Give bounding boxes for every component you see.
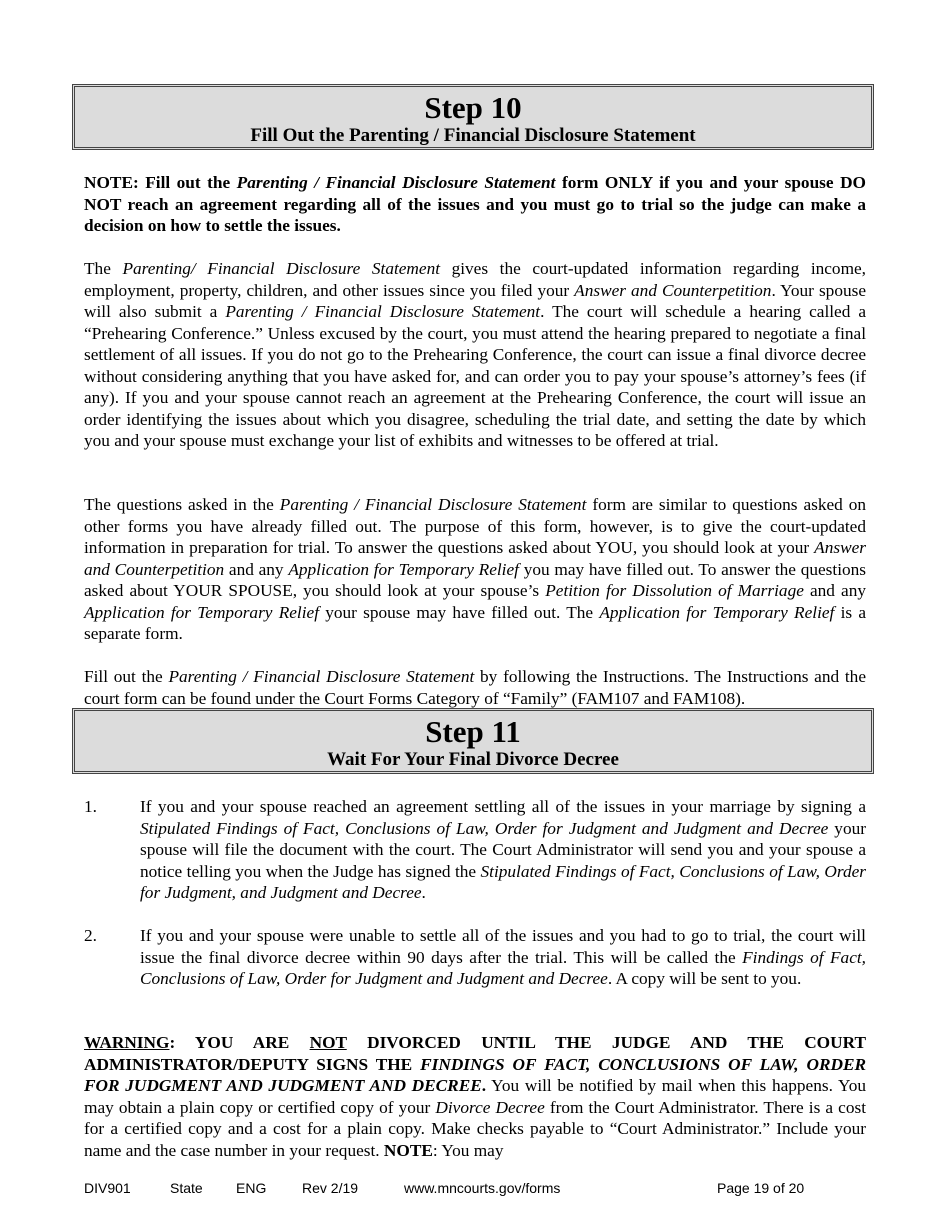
step-10-header [72,84,874,150]
text: You will be notified by mail when this happens. You may obtain a plain copy or certified copy of your [84,1076,866,1117]
form-name: Parenting / Financial Disclosure Statement [225,302,541,321]
note-form-name: Parenting / Financial Disclosure Statement [236,173,556,192]
text: from the Court Administrator. There is a cost for a certified copy and a cost for a plain copy. Make checks payable to “Court Administrator.” Include your name and the case number in your request. [84,1097,867,1160]
step-11-title: Step 11 [425,714,521,749]
text: . [421,883,426,902]
text: . [481,1076,487,1095]
text: your spouse may have filled out. The [319,602,600,622]
warning-paragraph [84,1032,866,1161]
form-name: FINDINGS OF FACT, CONCLUSIONS OF LAW, ORDER FOR JUDGMENT AND JUDGMENT AND DECREE [84,1054,867,1095]
form-name: Parenting / Financial Disclosure Statement [168,667,475,686]
text: . Your spouse will also submit a [84,280,866,321]
page-footer [84,1180,866,1198]
form-name: Answer and Counterpetition [84,538,866,579]
form-name: Parenting / Financial Disclosure Statement [279,495,587,514]
text: The [84,259,123,278]
text: gives the court-updated information regarding income, employment, property, children, and other issues since you filed your [84,259,867,300]
footer-form-id: DIV901 [84,1180,131,1196]
list-item-number: 1. [84,797,97,816]
text: your spouse will file the document with the court. The Court Administrator will send you and your spouse a notice telling you when the Judge has signed the [140,818,866,881]
text: Fill out the [84,667,169,686]
text: by following the Instructions. The Instructions and the court form can be found under the Court Forms Category of “Family” (FAM107 and FAM108). [84,667,866,708]
text: form are similar to questions asked on other forms you have already filled out. The purpose of this form, however, is to give the court-updated information in preparation for trial. To answer the questions asked about YOU, you should look at your [84,495,867,557]
text: is a separate form. [84,602,866,643]
footer-page-number: Page 19 of 20 [717,1180,805,1196]
text: and any [224,559,289,579]
form-name: Stipulated Findings of Fact, Conclusions of Law, Order for Judgment and Judgment and Decree [140,818,829,838]
note-paragraph [84,172,866,237]
form-name: Petition for Dissolution of Marriage [545,581,804,600]
step-10-title: Step 10 [424,90,522,125]
footer-state: State [170,1180,203,1196]
text: If you and your spouse were unable to settle all of the issues and you had to go to trial, the court will issue the final divorce decree within 90 days after the trial. This will be called the [140,926,866,967]
form-name: Application for Temporary Relief [599,602,835,622]
form-name: Application for Temporary Relief [288,559,519,579]
questions-paragraph [84,494,866,645]
text: If you and your spouse reached an agreement settling all of the issues in your marriage by signing a [140,797,866,816]
form-name: Findings of Fact, Conclusions of Law, Order for Judgment and Judgment and Decree [140,947,866,988]
note-text: NOTE: Fill out the [84,173,237,192]
instructions-paragraph [84,666,866,709]
form-name: Answer and Counterpetition [574,280,772,300]
list-item-text [140,925,866,990]
step-11-subtitle: Wait For Your Final Divorce Decree [327,749,619,770]
text: . The court will schedule a hearing called a “Prehearing Conference.” Unless excused by the court, you must attend the hearing prepared to negotiate a final settlement of all issues. If you do not go to the Prehearing Conference, the court can issue a final divorce decree without considering anything that you have asked for, and can order you to pay your spouse’s attorney’s fees (if any). If you and your spouse cannot reach an agreement at the Prehearing Conference, the court will issue an order identifying the issues about which you disagree, scheduling the trial date, and setting the date by which you and your spouse must exchange your list of exhibits and witnesses to be offered at trial. [84,302,867,450]
text: NOT [309,1033,347,1052]
list-item-text [140,796,866,904]
text: and any [803,581,866,600]
form-name: Application for Temporary Relief [84,602,319,622]
text: : YOU ARE [169,1033,310,1052]
text: : You may [432,1140,504,1160]
list-item [84,796,866,904]
warning-label: WARNING [84,1033,170,1052]
disclosure-intro-paragraph [84,258,866,452]
footer-url: www.mncourts.gov/forms [404,1180,561,1196]
list-item [84,925,866,990]
form-name: Parenting/ Financial Disclosure Statement [122,259,441,278]
text: you may have filled out. To answer the questions asked about YOUR SPOUSE, you should look at your spouse’s [84,559,867,600]
form-name: Stipulated Findings of Fact, Conclusions of Law, Order for Judgment, and Judgment and Decree [140,861,866,902]
footer-language: ENG [236,1180,267,1196]
footer-revision: Rev 2/19 [302,1180,359,1196]
note-text-rest: form ONLY if you and your spouse DO NOT reach an agreement regarding all of the issues and you must go to trial so the judge can make a decision on how to settle the issues. [84,173,866,235]
form-name: Divorce Decree [435,1097,545,1117]
list-item-number: 2. [84,926,97,945]
step-11-header [72,708,874,774]
step-10-subtitle: Fill Out the Parenting / Financial Disclosure Statement [250,125,696,146]
text: NOTE [383,1140,433,1160]
text: The questions asked in the [84,495,280,514]
text: DIVORCED UNTIL THE JUDGE AND THE COURT ADMINISTRATOR/DEPUTY SIGNS THE [84,1033,867,1074]
text: . A copy will be sent to you. [607,969,802,988]
